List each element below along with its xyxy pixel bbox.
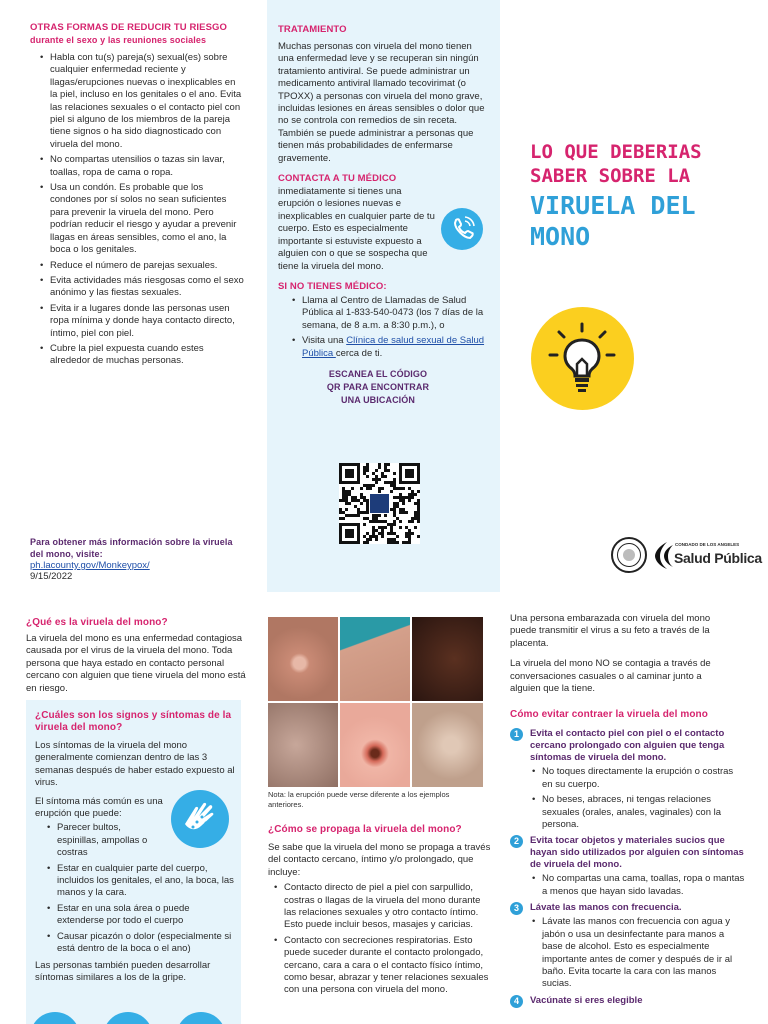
list-item: • Estar en una sola área o puede extenderse por todo el cuerpo: [45, 903, 235, 928]
symptoms-flu: Las personas también pueden desarrollar síntomas similares a los de la gripe.: [35, 959, 211, 983]
rash-photo: [412, 703, 483, 787]
treatment-title: TRATAMIENTO: [278, 24, 347, 35]
list-item: [290, 335, 490, 360]
clinic-link[interactable]: Clínica de salud sexual de Salud Pública: [302, 335, 485, 359]
nodoc-list: [278, 295, 490, 360]
more-info-text: Para obtener más información sobre la viruela del mono, visite:: [30, 537, 233, 559]
list-item: • Usa un condón. Es probable que los condones por sí solos no sean suficientes para prevenir la viruela del mono. Pero podrían reducir el riesgo y ayudar a prevenir llagas en áreas sensibles, como el ano, la boca o los genitales.: [38, 182, 245, 256]
contact-title: CONTACTA A TU MÉDICO: [278, 173, 397, 185]
casual-text: La viruela del mono NO se contagia a través de conversaciones casuales o al caminar junto a alguien que la tiene.: [510, 658, 711, 695]
rash-photo: [340, 617, 410, 701]
rash-hand-icon: [171, 790, 229, 848]
rash-photo: [268, 617, 338, 701]
list-item: • Parecer bultos, espinillas, ampollas o costras: [45, 822, 155, 859]
reduce-risk-title: OTRAS FORMAS DE REDUCIR TU RIESGO: [30, 22, 228, 33]
what-is-heading: ¿Qué es la viruela del mono?: [26, 617, 168, 628]
step-title: Evita tocar objetos y materiales sucios que hayan sido utilizados por alguien con síntomas de viruela del mono.: [530, 835, 744, 871]
panel-spread: [268, 824, 494, 1000]
symptoms-common: El síntoma más común es una erupción que puede:: [35, 795, 163, 820]
publish-date: 9/15/2022: [30, 571, 73, 582]
qr-caption: [278, 368, 478, 407]
nodoc-item2-pre: Visita una: [302, 335, 347, 347]
list-item: • Causar picazón o dolor (especialmente si está dentro de la boca o el ano): [45, 931, 235, 956]
list-item: • No compartas una cama, toallas, ropa o mantas a menos que hayan sido lavadas.: [530, 873, 746, 898]
public-health-logo: [653, 540, 762, 572]
qr-caption-line: QR PARA ENCONTRAR: [326, 381, 430, 392]
qr-caption-line: ESCANEA EL CÓDIGO: [328, 368, 428, 379]
list-item: • Reduce el número de parejas sexuales.: [38, 260, 245, 272]
cover-title: [530, 140, 760, 252]
more-info-link[interactable]: ph.lacounty.gov/Monkeypox/: [30, 560, 150, 571]
reduce-risk-list: [30, 52, 245, 368]
cover-title-line: MONO: [530, 222, 591, 251]
county-seal-icon: [611, 537, 647, 573]
cover-title-line: VIRUELA DEL: [530, 191, 696, 220]
qr-code[interactable]: [339, 463, 420, 544]
nodoc-item2-post: cerca de ti.: [335, 347, 383, 359]
rash-photo: [412, 617, 483, 701]
pregnancy-text: Una persona embarazada con viruela del mono puede transmitir el virus a su feto a través de la placenta.: [510, 613, 711, 649]
spread-intro: Se sabe que la viruela del mono se propaga a través del contacto cercano, íntimo y/o prolongado, que incluye:: [268, 842, 491, 878]
photo-note: Nota: la erupción puede verse diferente a los ejemplos anteriores.: [268, 790, 450, 809]
cover-title-line: LO QUE DEBERIAS: [530, 141, 702, 163]
contact-text: inmediatamente si tienes una erupción o lesiones nuevas e inexplicables en cualquier parte de tu cuerpo. Esto es especialmente importante si estuviste expuesto a alguien con o que se sospecha que tiene la viruela del mono.: [278, 186, 435, 272]
step-list: [530, 916, 746, 990]
prevention-step: [510, 902, 746, 990]
more-info-block: [30, 537, 240, 583]
step-number: 3: [510, 902, 523, 915]
step-title: Evita el contacto piel con piel o el contacto cercano prolongado con alguien que tenga síntomas de viruela del mono.: [530, 728, 725, 764]
rash-photo: [268, 703, 338, 787]
list-item: • Evita actividades más riesgosas como el sexo anónimo y las fiestas sexuales.: [38, 275, 245, 300]
symptoms-heading: ¿Cuáles son los signos y síntomas de la viruela del mono?: [35, 710, 232, 733]
step-number: 2: [510, 835, 523, 848]
phone-icon: [441, 208, 483, 250]
step-number: 1: [510, 728, 523, 741]
list-item: • Contacto directo de piel a piel con sarpullido, costras o llagas de la viruela del mono durante las relaciones sexuales y otro contacto íntimo. Esto puede incluir besos, masajes y caricias.: [272, 882, 494, 932]
prevention-step: [510, 728, 746, 831]
list-item: • Llama al Centro de Llamadas de Salud Pública al 1-833-540-0473 (los 7 días de la semana, de 8 a.m. a 8:30 p.m.), o: [290, 295, 490, 332]
list-item: • Habla con tu(s) pareja(s) sexual(es) sobre cualquier enfermedad reciente y llagas/erupciones nuevas o inexplicables en la piel, incluso en los genitales o el ano. Evita las relaciones sexuales o el contacto piel con piel si alguno de los miembros de la pareja tiene signos o ha sido diagnosticado con viruela del mono.: [38, 52, 245, 151]
logo-big-text: Salud Pública: [674, 550, 762, 566]
panel-what-is: [26, 617, 248, 695]
list-item: • Estar en cualquier parte del cuerpo, incluidos los genitales, el ano, la boca, las manos y la cara.: [45, 863, 235, 900]
list-item: • Cubre la piel expuesta cuando estes alrededor de muchas personas.: [38, 343, 245, 368]
symptoms-intro: Los síntomas de la viruela del mono generalmente comienzan dentro de las 3 semanas después de haber estado expuesto al virus.: [35, 740, 235, 789]
list-item: • Evita ir a lugares donde las personas usen ropa mínima y donde haya contacto directo, íntimo, piel con piel.: [38, 303, 245, 340]
logo-small-text: CONDADO DE LOS ANGELES: [675, 542, 740, 547]
qr-caption-line: UNA UBICACIÓN: [341, 394, 415, 405]
panel-prevention: [510, 613, 746, 1007]
list-item: • No beses, abraces, ni tengas relaciones sexuales (orales, anales, vaginales) con la persona.: [530, 794, 746, 831]
step-list: [530, 873, 746, 898]
prevention-heading: Cómo evitar contraer la viruela del mono: [510, 709, 708, 721]
treatment-text: Muchas personas con viruela del mono tienen una enfermedad leve y se recuperan sin ningún tratamiento antiviral. Se puede administrar un medicamento antiviral llamado tecovirimat (o TPOXX) a personas con viruela del mono grave, incluidas lesiones en áreas sensibles o dolor que no se controla con remedios de sin receta. También se puede administrar a personas que tienen más probabilidades de enfermarse gravemente.: [278, 41, 485, 164]
reduce-risk-subtitle: durante el sexo y las reuniones sociales: [30, 35, 207, 45]
cover-title-line: SABER SOBRE LA: [530, 165, 691, 187]
list-item: • Contacto con secreciones respiratorias. Esto puede suceder durante el contacto prolongado, cercano, cara a cara o el contacto físico íntimo, como besar, abrazar y tener relaciones sexuales con una persona con viruela del mono.: [272, 935, 494, 997]
prevention-step: [510, 995, 746, 1007]
rash-photo: [340, 703, 410, 787]
list-item: • Lávate las manos con frecuencia con agua y jabón o usa un desinfectante para manos a base de alcohol. Esto es especialmente importante antes de comer y después de ir al baño. Evita tocarte la cara con las manos sucias.: [530, 916, 746, 990]
spread-list: [268, 882, 494, 997]
list-item: • No toques directamente la erupción o costras en su cuerpo.: [530, 766, 746, 791]
what-is-text: La viruela del mono es una enfermedad contagiosa causada por el virus de la viruela del mono. Toda persona que haya estado en contacto personal cercano con alguien que tiene viruela del mono está en riesgo.: [26, 633, 246, 694]
spread-heading: ¿Cómo se propaga la viruela del mono?: [268, 824, 462, 835]
prevention-step: [510, 835, 746, 898]
rash-photo-grid: [268, 617, 483, 787]
list-item: • No compartas utensilios o tazas sin lavar, toallas, ropa de cama o ropa.: [38, 154, 245, 179]
step-number: 4: [510, 995, 523, 1008]
step-list: [530, 766, 746, 831]
panel-reduce-risk: [30, 22, 245, 371]
nodoc-title: SI NO TIENES MÉDICO:: [278, 280, 387, 292]
step-title: Lávate las manos con frecuencia.: [530, 902, 682, 914]
lightbulb-icon: [531, 307, 634, 410]
step-title: Vacúnate si eres elegible: [530, 994, 643, 1006]
